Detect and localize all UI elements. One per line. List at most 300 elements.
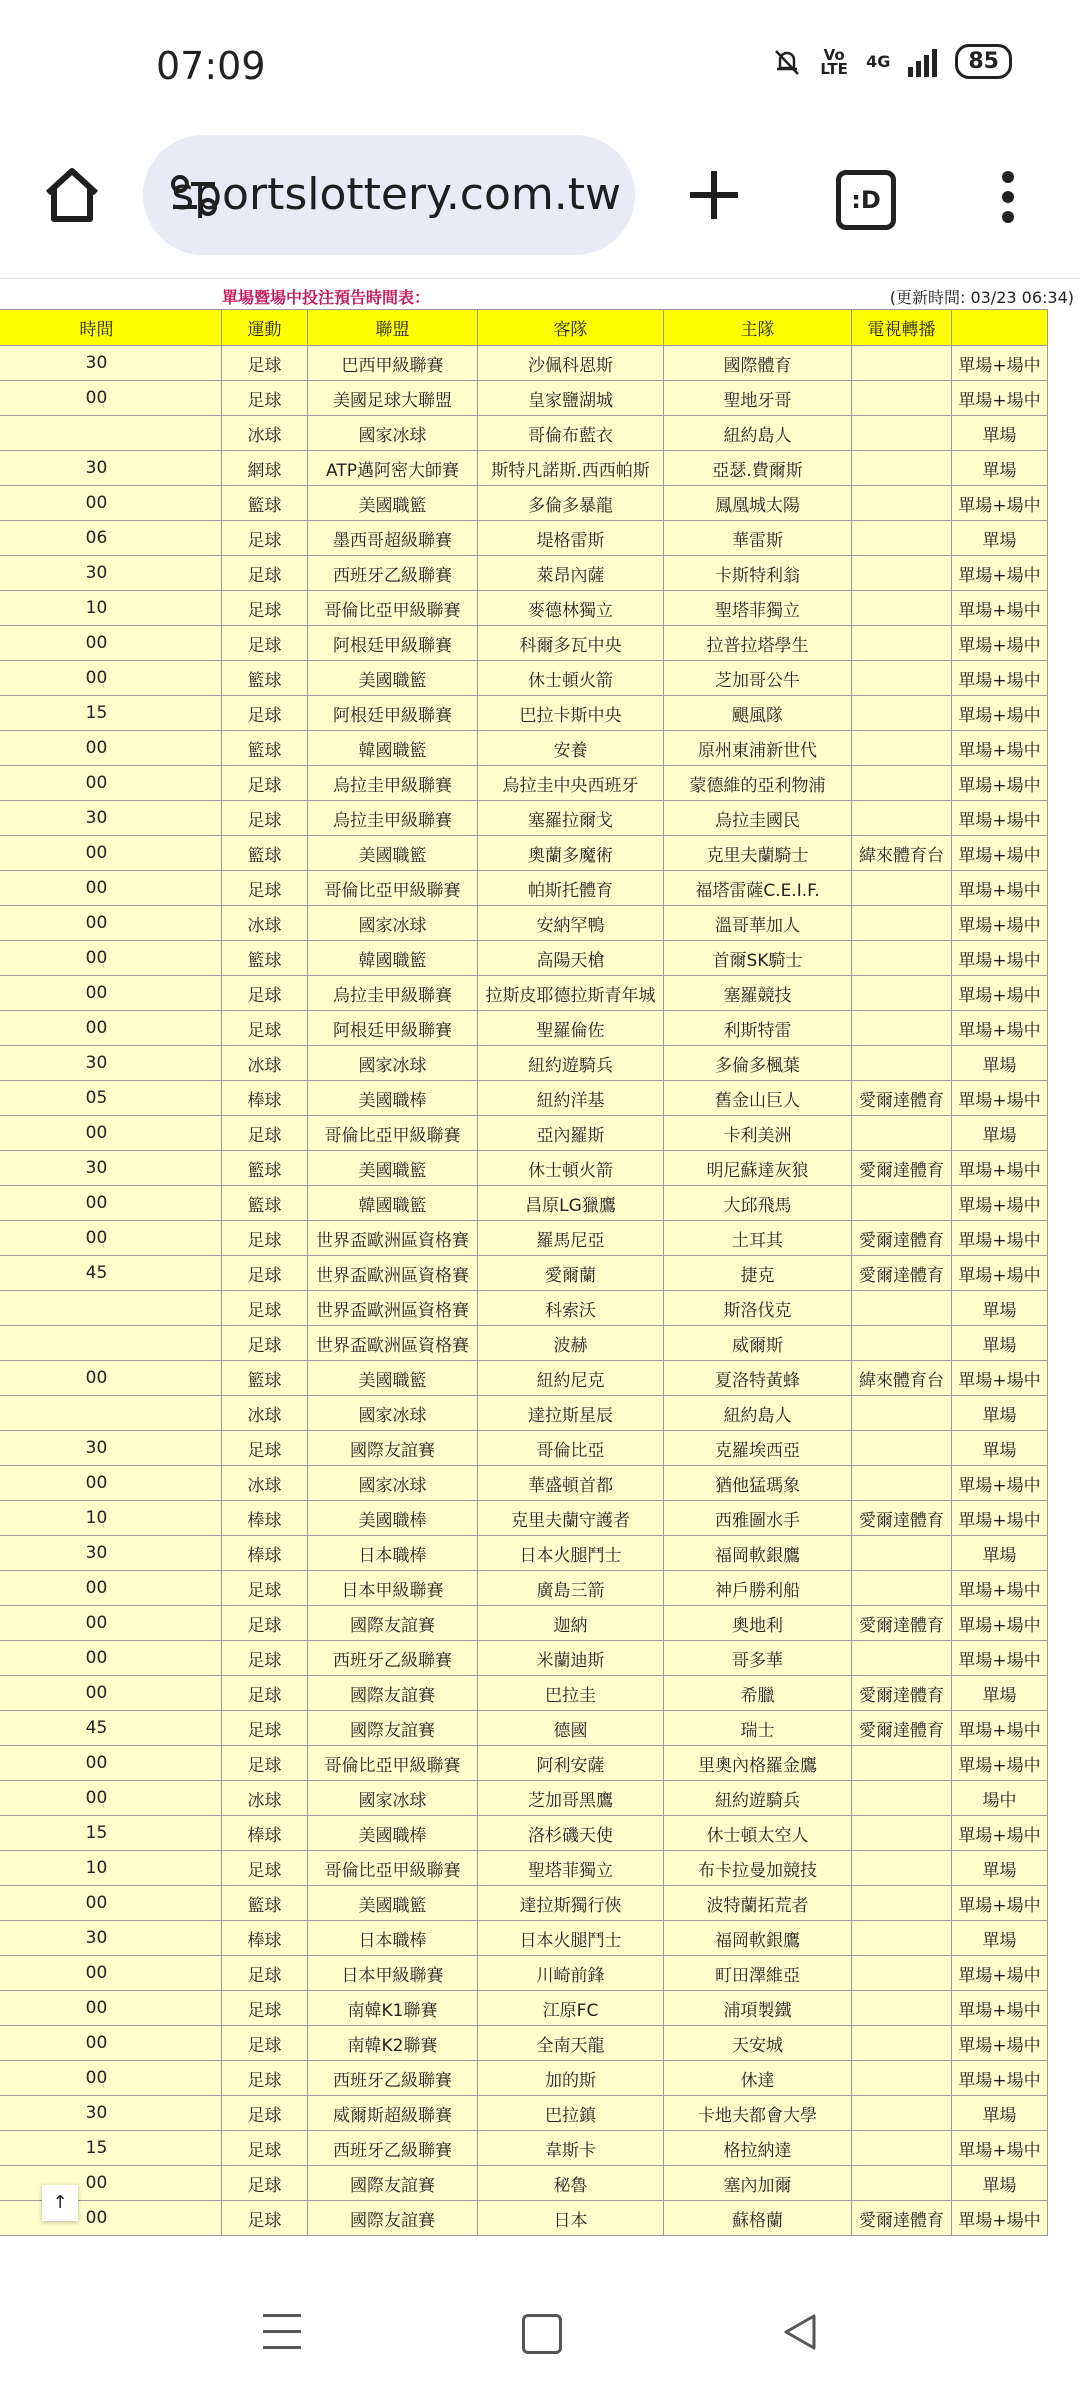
table-row (0, 1571, 1048, 1606)
cell-home: 浦項製鐵 (664, 1991, 852, 2026)
cell-sport: 足球 (222, 346, 308, 381)
cell-away: 川崎前鋒 (478, 1956, 664, 1991)
cell-tv (852, 626, 952, 661)
table-row (0, 591, 1048, 626)
cell-league: 韓國職籃 (308, 1186, 478, 1221)
table-row (0, 1326, 1048, 1361)
cell-sport: 足球 (222, 696, 308, 731)
cell-away: 達拉斯星辰 (478, 1396, 664, 1431)
cell-sport: 冰球 (222, 1396, 308, 1431)
cell-bet: 單場+場中 (952, 836, 1048, 871)
table-header-row (0, 310, 1048, 346)
cell-league: 世界盃歐洲區資格賽 (308, 1256, 478, 1291)
cell-time (0, 1396, 222, 1431)
cell-away: 紐約遊騎兵 (478, 1046, 664, 1081)
cell-time: 00 (0, 626, 222, 661)
cell-bet: 單場 (952, 1536, 1048, 1571)
cell-bet: 單場+場中 (952, 1816, 1048, 1851)
cell-home: 捷克 (664, 1256, 852, 1291)
cell-bet: 單場+場中 (952, 2201, 1048, 2236)
cell-league: 南韓K2聯賽 (308, 2026, 478, 2061)
cell-away: 加的斯 (478, 2061, 664, 2096)
cell-away: 高陽天槍 (478, 941, 664, 976)
cell-away: 哥倫比亞 (478, 1431, 664, 1466)
cell-time: 00 (0, 871, 222, 906)
cell-sport: 足球 (222, 766, 308, 801)
cell-time: 00 (0, 2061, 222, 2096)
cell-away: 烏拉圭中央西班牙 (478, 766, 664, 801)
bell-mute-icon (772, 47, 802, 77)
cell-time: 00 (0, 2166, 222, 2201)
cell-home: 布卡拉曼加競技 (664, 1851, 852, 1886)
cell-sport: 足球 (222, 1641, 308, 1676)
table-row (0, 1256, 1048, 1291)
status-time: 07:09 (156, 44, 266, 88)
cell-away: 多倫多暴龍 (478, 486, 664, 521)
header-bet (952, 310, 1048, 346)
cell-sport: 籃球 (222, 1186, 308, 1221)
cell-tv: 愛爾達體育 (852, 2201, 952, 2236)
cell-home: 芝加哥公牛 (664, 661, 852, 696)
table-row (0, 1151, 1048, 1186)
cell-away: 波赫 (478, 1326, 664, 1361)
signal-icon (908, 47, 937, 77)
cell-home: 天安城 (664, 2026, 852, 2061)
table-row (0, 1641, 1048, 1676)
cell-time: 00 (0, 2026, 222, 2061)
cell-bet: 單場+場中 (952, 1011, 1048, 1046)
cell-sport: 籃球 (222, 486, 308, 521)
cell-away: 昌原LG獵鷹 (478, 1186, 664, 1221)
table-row (0, 976, 1048, 1011)
cell-home: 土耳其 (664, 1221, 852, 1256)
table-row (0, 1221, 1048, 1256)
cell-away: 沙佩科恩斯 (478, 346, 664, 381)
cell-sport: 棒球 (222, 1501, 308, 1536)
cell-sport: 足球 (222, 1606, 308, 1641)
cell-bet: 單場+場中 (952, 1991, 1048, 2026)
cell-tv (852, 1431, 952, 1466)
cell-tv: 愛爾達體育 (852, 1606, 952, 1641)
cell-away: 韋斯卡 (478, 2131, 664, 2166)
cell-league: 西班牙乙級聯賽 (308, 1641, 478, 1676)
cell-bet: 單場+場中 (952, 1571, 1048, 1606)
cell-home: 斯洛伐克 (664, 1291, 852, 1326)
web-content (0, 278, 1080, 2269)
cell-league: 國際友誼賽 (308, 2166, 478, 2201)
cell-time: 00 (0, 1886, 222, 1921)
cell-away: 紐約洋基 (478, 1081, 664, 1116)
cell-bet: 單場+場中 (952, 1606, 1048, 1641)
cell-home: 卡斯特利翁 (664, 556, 852, 591)
cell-time: 05 (0, 1081, 222, 1116)
cell-home: 利斯特雷 (664, 1011, 852, 1046)
cell-bet: 單場 (952, 1851, 1048, 1886)
cell-league: 美國職籃 (308, 1361, 478, 1396)
cell-tv (852, 1851, 952, 1886)
cell-time: 30 (0, 1151, 222, 1186)
cell-tv (852, 1886, 952, 1921)
table-row (0, 1011, 1048, 1046)
cell-league: 日本甲級聯賽 (308, 1956, 478, 1991)
cell-tv (852, 1046, 952, 1081)
cell-home: 威爾斯 (664, 1326, 852, 1361)
cell-league: 阿根廷甲級聯賽 (308, 1011, 478, 1046)
table-row (0, 1081, 1048, 1116)
cell-tv (852, 2026, 952, 2061)
cell-league: 世界盃歐洲區資格賽 (308, 1326, 478, 1361)
cell-league: 南韓K1聯賽 (308, 1991, 478, 2026)
cell-home: 福岡軟銀鷹 (664, 1536, 852, 1571)
table-row (0, 836, 1048, 871)
cell-league: 日本職棒 (308, 1921, 478, 1956)
cell-time: 30 (0, 2096, 222, 2131)
cell-league: 美國職棒 (308, 1501, 478, 1536)
cell-sport: 足球 (222, 1116, 308, 1151)
address-bar[interactable] (143, 135, 635, 255)
cell-tv (852, 1011, 952, 1046)
cell-sport: 冰球 (222, 416, 308, 451)
cell-home: 塞內加爾 (664, 2166, 852, 2201)
cell-bet: 單場+場中 (952, 906, 1048, 941)
cell-bet: 單場+場中 (952, 1221, 1048, 1256)
table-row (0, 906, 1048, 941)
network-type: 4G (866, 52, 891, 71)
cell-home: 明尼蘇達灰狼 (664, 1151, 852, 1186)
cell-sport: 棒球 (222, 1921, 308, 1956)
cell-time: 00 (0, 1956, 222, 1991)
table-row (0, 661, 1048, 696)
cell-time: 30 (0, 1536, 222, 1571)
more-menu-icon[interactable] (990, 165, 1026, 229)
cell-time: 00 (0, 661, 222, 696)
url-text[interactable]: sportslottery.com.tw (171, 169, 621, 220)
cell-time: 00 (0, 2201, 222, 2236)
cell-sport: 足球 (222, 1571, 308, 1606)
cell-home: 拉普拉塔學生 (664, 626, 852, 661)
cell-tv: 愛爾達體育 (852, 1501, 952, 1536)
cell-bet: 單場+場中 (952, 591, 1048, 626)
cell-bet: 單場+場中 (952, 556, 1048, 591)
cell-sport: 足球 (222, 381, 308, 416)
cell-home: 福岡軟銀鷹 (664, 1921, 852, 1956)
cell-sport: 足球 (222, 1711, 308, 1746)
cell-sport: 足球 (222, 556, 308, 591)
cell-league: ATP邁阿密大師賽 (308, 451, 478, 486)
cell-home: 蒙德維的亞利物浦 (664, 766, 852, 801)
cell-away: 皇家鹽湖城 (478, 381, 664, 416)
cell-sport: 足球 (222, 1326, 308, 1361)
cell-league: 阿根廷甲級聯賽 (308, 696, 478, 731)
cell-bet: 單場 (952, 451, 1048, 486)
cell-league: 美國職籃 (308, 836, 478, 871)
cell-time: 06 (0, 521, 222, 556)
cell-bet: 單場+場中 (952, 1466, 1048, 1501)
cell-away: 米蘭迪斯 (478, 1641, 664, 1676)
cell-league: 美國職籃 (308, 1886, 478, 1921)
cell-league: 美國職籃 (308, 1151, 478, 1186)
cell-league: 世界盃歐洲區資格賽 (308, 1221, 478, 1256)
cell-away: 休士頓火箭 (478, 661, 664, 696)
cell-league: 世界盃歐洲區資格賽 (308, 1291, 478, 1326)
header-time: 時間 (0, 310, 222, 346)
cell-away: 科索沃 (478, 1291, 664, 1326)
cell-away: 德國 (478, 1711, 664, 1746)
cell-bet: 單場 (952, 1396, 1048, 1431)
cell-away: 堤格雷斯 (478, 521, 664, 556)
table-row (0, 766, 1048, 801)
cell-time: 00 (0, 1746, 222, 1781)
cell-away: 安納罕鴨 (478, 906, 664, 941)
cell-home: 亞瑟.費爾斯 (664, 451, 852, 486)
cell-tv (852, 2061, 952, 2096)
cell-league: 烏拉圭甲級聯賽 (308, 801, 478, 836)
cell-bet: 單場+場中 (952, 941, 1048, 976)
cell-bet: 單場+場中 (952, 661, 1048, 696)
cell-home: 神戶勝利船 (664, 1571, 852, 1606)
cell-home: 瑞士 (664, 1711, 852, 1746)
table-row (0, 696, 1048, 731)
cell-tv (852, 381, 952, 416)
table-row (0, 626, 1048, 661)
cell-away: 哥倫布藍衣 (478, 416, 664, 451)
table-row (0, 1536, 1048, 1571)
table-row (0, 1186, 1048, 1221)
cell-tv (852, 1746, 952, 1781)
navigation-bar (0, 2270, 1080, 2400)
cell-time: 00 (0, 1991, 222, 2026)
cell-home: 卡利美洲 (664, 1116, 852, 1151)
cell-sport: 足球 (222, 1011, 308, 1046)
cell-tv: 愛爾達體育 (852, 1151, 952, 1186)
cell-league: 國家冰球 (308, 1396, 478, 1431)
cell-bet: 單場 (952, 1431, 1048, 1466)
cell-sport: 足球 (222, 1221, 308, 1256)
cell-league: 美國職棒 (308, 1816, 478, 1851)
cell-tv (852, 1781, 952, 1816)
cell-time (0, 416, 222, 451)
cell-sport: 足球 (222, 1676, 308, 1711)
cell-tv (852, 1116, 952, 1151)
cell-tv (852, 941, 952, 976)
cell-home: 休士頓太空人 (664, 1816, 852, 1851)
cell-sport: 足球 (222, 1991, 308, 2026)
cell-bet: 單場 (952, 1326, 1048, 1361)
table-row (0, 2061, 1048, 2096)
cell-tv (852, 1536, 952, 1571)
cell-home: 休達 (664, 2061, 852, 2096)
cell-league: 阿根廷甲級聯賽 (308, 626, 478, 661)
cell-home: 紐約遊騎兵 (664, 1781, 852, 1816)
cell-tv (852, 871, 952, 906)
cell-time: 00 (0, 976, 222, 1011)
cell-tv: 愛爾達體育 (852, 1081, 952, 1116)
cell-sport: 足球 (222, 2166, 308, 2201)
cell-sport: 足球 (222, 1956, 308, 1991)
cell-bet: 單場+場中 (952, 1256, 1048, 1291)
cell-away: 麥德林獨立 (478, 591, 664, 626)
cell-bet: 單場+場中 (952, 1151, 1048, 1186)
cell-sport: 足球 (222, 2131, 308, 2166)
cell-tv (852, 1466, 952, 1501)
cell-tv (852, 696, 952, 731)
cell-away: 休士頓火箭 (478, 1151, 664, 1186)
cell-sport: 足球 (222, 976, 308, 1011)
schedule-table (0, 309, 1048, 2236)
cell-away: 達拉斯獨行俠 (478, 1886, 664, 1921)
cell-league: 國家冰球 (308, 416, 478, 451)
table-row (0, 1711, 1048, 1746)
table-row (0, 1396, 1048, 1431)
cell-tv (852, 1641, 952, 1676)
cell-tv (852, 2096, 952, 2131)
cell-bet: 單場+場中 (952, 1186, 1048, 1221)
home-nav-icon[interactable] (522, 2314, 562, 2354)
table-row (0, 2026, 1048, 2061)
cell-tv (852, 591, 952, 626)
cell-home: 福塔雷薩C.E.I.F. (664, 871, 852, 906)
cell-away: 萊昂內薩 (478, 556, 664, 591)
table-row (0, 2131, 1048, 2166)
cell-tv (852, 2166, 952, 2201)
cell-league: 國家冰球 (308, 1046, 478, 1081)
cell-sport: 足球 (222, 626, 308, 661)
cell-away: 克里夫蘭守護者 (478, 1501, 664, 1536)
cell-bet: 單場+場中 (952, 1746, 1048, 1781)
cell-sport: 足球 (222, 2026, 308, 2061)
cell-bet: 單場+場中 (952, 1886, 1048, 1921)
cell-time: 45 (0, 1711, 222, 1746)
browser-toolbar (0, 135, 1080, 275)
cell-tv (852, 976, 952, 1011)
home-icon[interactable] (40, 163, 104, 227)
cell-bet: 單場 (952, 1116, 1048, 1151)
cell-time: 00 (0, 1781, 222, 1816)
cell-tv: 愛爾達體育 (852, 1711, 952, 1746)
cell-sport: 足球 (222, 2201, 308, 2236)
cell-time: 15 (0, 696, 222, 731)
update-time: (更新時間: 03/23 06:34) (889, 288, 1074, 307)
cell-away: 巴拉鎮 (478, 2096, 664, 2131)
cell-home: 里奧內格羅金鷹 (664, 1746, 852, 1781)
cell-bet: 單場+場中 (952, 801, 1048, 836)
cell-tv (852, 906, 952, 941)
cell-away: 全南天龍 (478, 2026, 664, 2061)
volte-icon: Vo LTE (820, 45, 848, 78)
table-row (0, 1361, 1048, 1396)
cell-sport: 冰球 (222, 1466, 308, 1501)
cell-away: 奧蘭多魔術 (478, 836, 664, 871)
cell-bet: 單場 (952, 1046, 1048, 1081)
cell-tv (852, 1921, 952, 1956)
cell-tv (852, 766, 952, 801)
cell-tv (852, 731, 952, 766)
table-row (0, 1606, 1048, 1641)
back-icon[interactable] (780, 2312, 820, 2352)
cell-tv (852, 451, 952, 486)
cell-home: 哥多華 (664, 1641, 852, 1676)
cell-home: 格拉納達 (664, 2131, 852, 2166)
cell-time (0, 1291, 222, 1326)
cell-home: 颶風隊 (664, 696, 852, 731)
cell-away: 聖塔菲獨立 (478, 1851, 664, 1886)
cell-league: 國家冰球 (308, 1466, 478, 1501)
cell-home: 聖地牙哥 (664, 381, 852, 416)
cell-away: 安養 (478, 731, 664, 766)
cell-league: 西班牙乙級聯賽 (308, 2131, 478, 2166)
cell-league: 哥倫比亞甲級聯賽 (308, 1851, 478, 1886)
cell-time: 00 (0, 1571, 222, 1606)
cell-away: 迦納 (478, 1606, 664, 1641)
cell-time: 00 (0, 731, 222, 766)
cell-sport: 棒球 (222, 1081, 308, 1116)
cell-home: 國際體育 (664, 346, 852, 381)
table-row (0, 1851, 1048, 1886)
table-row (0, 801, 1048, 836)
cell-away: 秘魯 (478, 2166, 664, 2201)
cell-tv (852, 1291, 952, 1326)
cell-bet: 單場 (952, 1676, 1048, 1711)
cell-time: 00 (0, 1606, 222, 1641)
cell-away: 江原FC (478, 1991, 664, 2026)
cell-tv (852, 556, 952, 591)
cell-home: 紐約島人 (664, 1396, 852, 1431)
cell-tv (852, 661, 952, 696)
recent-apps-icon[interactable] (263, 2314, 301, 2350)
cell-tv (852, 416, 952, 451)
cell-home: 町田澤維亞 (664, 1956, 852, 1991)
cell-time: 00 (0, 1011, 222, 1046)
cell-tv (852, 346, 952, 381)
cell-home: 原州東浦新世代 (664, 731, 852, 766)
cell-league: 烏拉圭甲級聯賽 (308, 976, 478, 1011)
table-row (0, 941, 1048, 976)
scroll-top-button[interactable]: ↑ (42, 2185, 78, 2221)
cell-bet: 單場+場中 (952, 1641, 1048, 1676)
table-row (0, 1046, 1048, 1081)
table-row (0, 1886, 1048, 1921)
cell-league: 哥倫比亞甲級聯賽 (308, 1746, 478, 1781)
cell-tv (852, 1816, 952, 1851)
cell-away: 聖羅倫佐 (478, 1011, 664, 1046)
cell-bet: 單場+場中 (952, 1711, 1048, 1746)
cell-sport: 足球 (222, 591, 308, 626)
cell-away: 拉斯皮耶德拉斯青年城 (478, 976, 664, 1011)
cell-tv (852, 521, 952, 556)
cell-time: 30 (0, 1921, 222, 1956)
new-tab-icon[interactable] (682, 163, 746, 227)
cell-home: 烏拉圭國民 (664, 801, 852, 836)
cell-home: 克羅埃西亞 (664, 1431, 852, 1466)
tab-switcher-button[interactable]: :D (836, 170, 896, 230)
cell-league: 墨西哥超級聯賽 (308, 521, 478, 556)
status-bar (0, 0, 1080, 135)
cell-bet: 單場+場中 (952, 976, 1048, 1011)
cell-sport: 冰球 (222, 1046, 308, 1081)
cell-sport: 籃球 (222, 836, 308, 871)
cell-bet: 單場+場中 (952, 696, 1048, 731)
table-row (0, 381, 1048, 416)
cell-time: 00 (0, 1641, 222, 1676)
cell-bet: 單場+場中 (952, 871, 1048, 906)
cell-away: 巴拉圭 (478, 1676, 664, 1711)
cell-away: 阿利安薩 (478, 1746, 664, 1781)
cell-tv: 愛爾達體育 (852, 1221, 952, 1256)
cell-league: 烏拉圭甲級聯賽 (308, 766, 478, 801)
table-row (0, 1676, 1048, 1711)
cell-home: 塞羅競技 (664, 976, 852, 1011)
cell-league: 美國職籃 (308, 661, 478, 696)
